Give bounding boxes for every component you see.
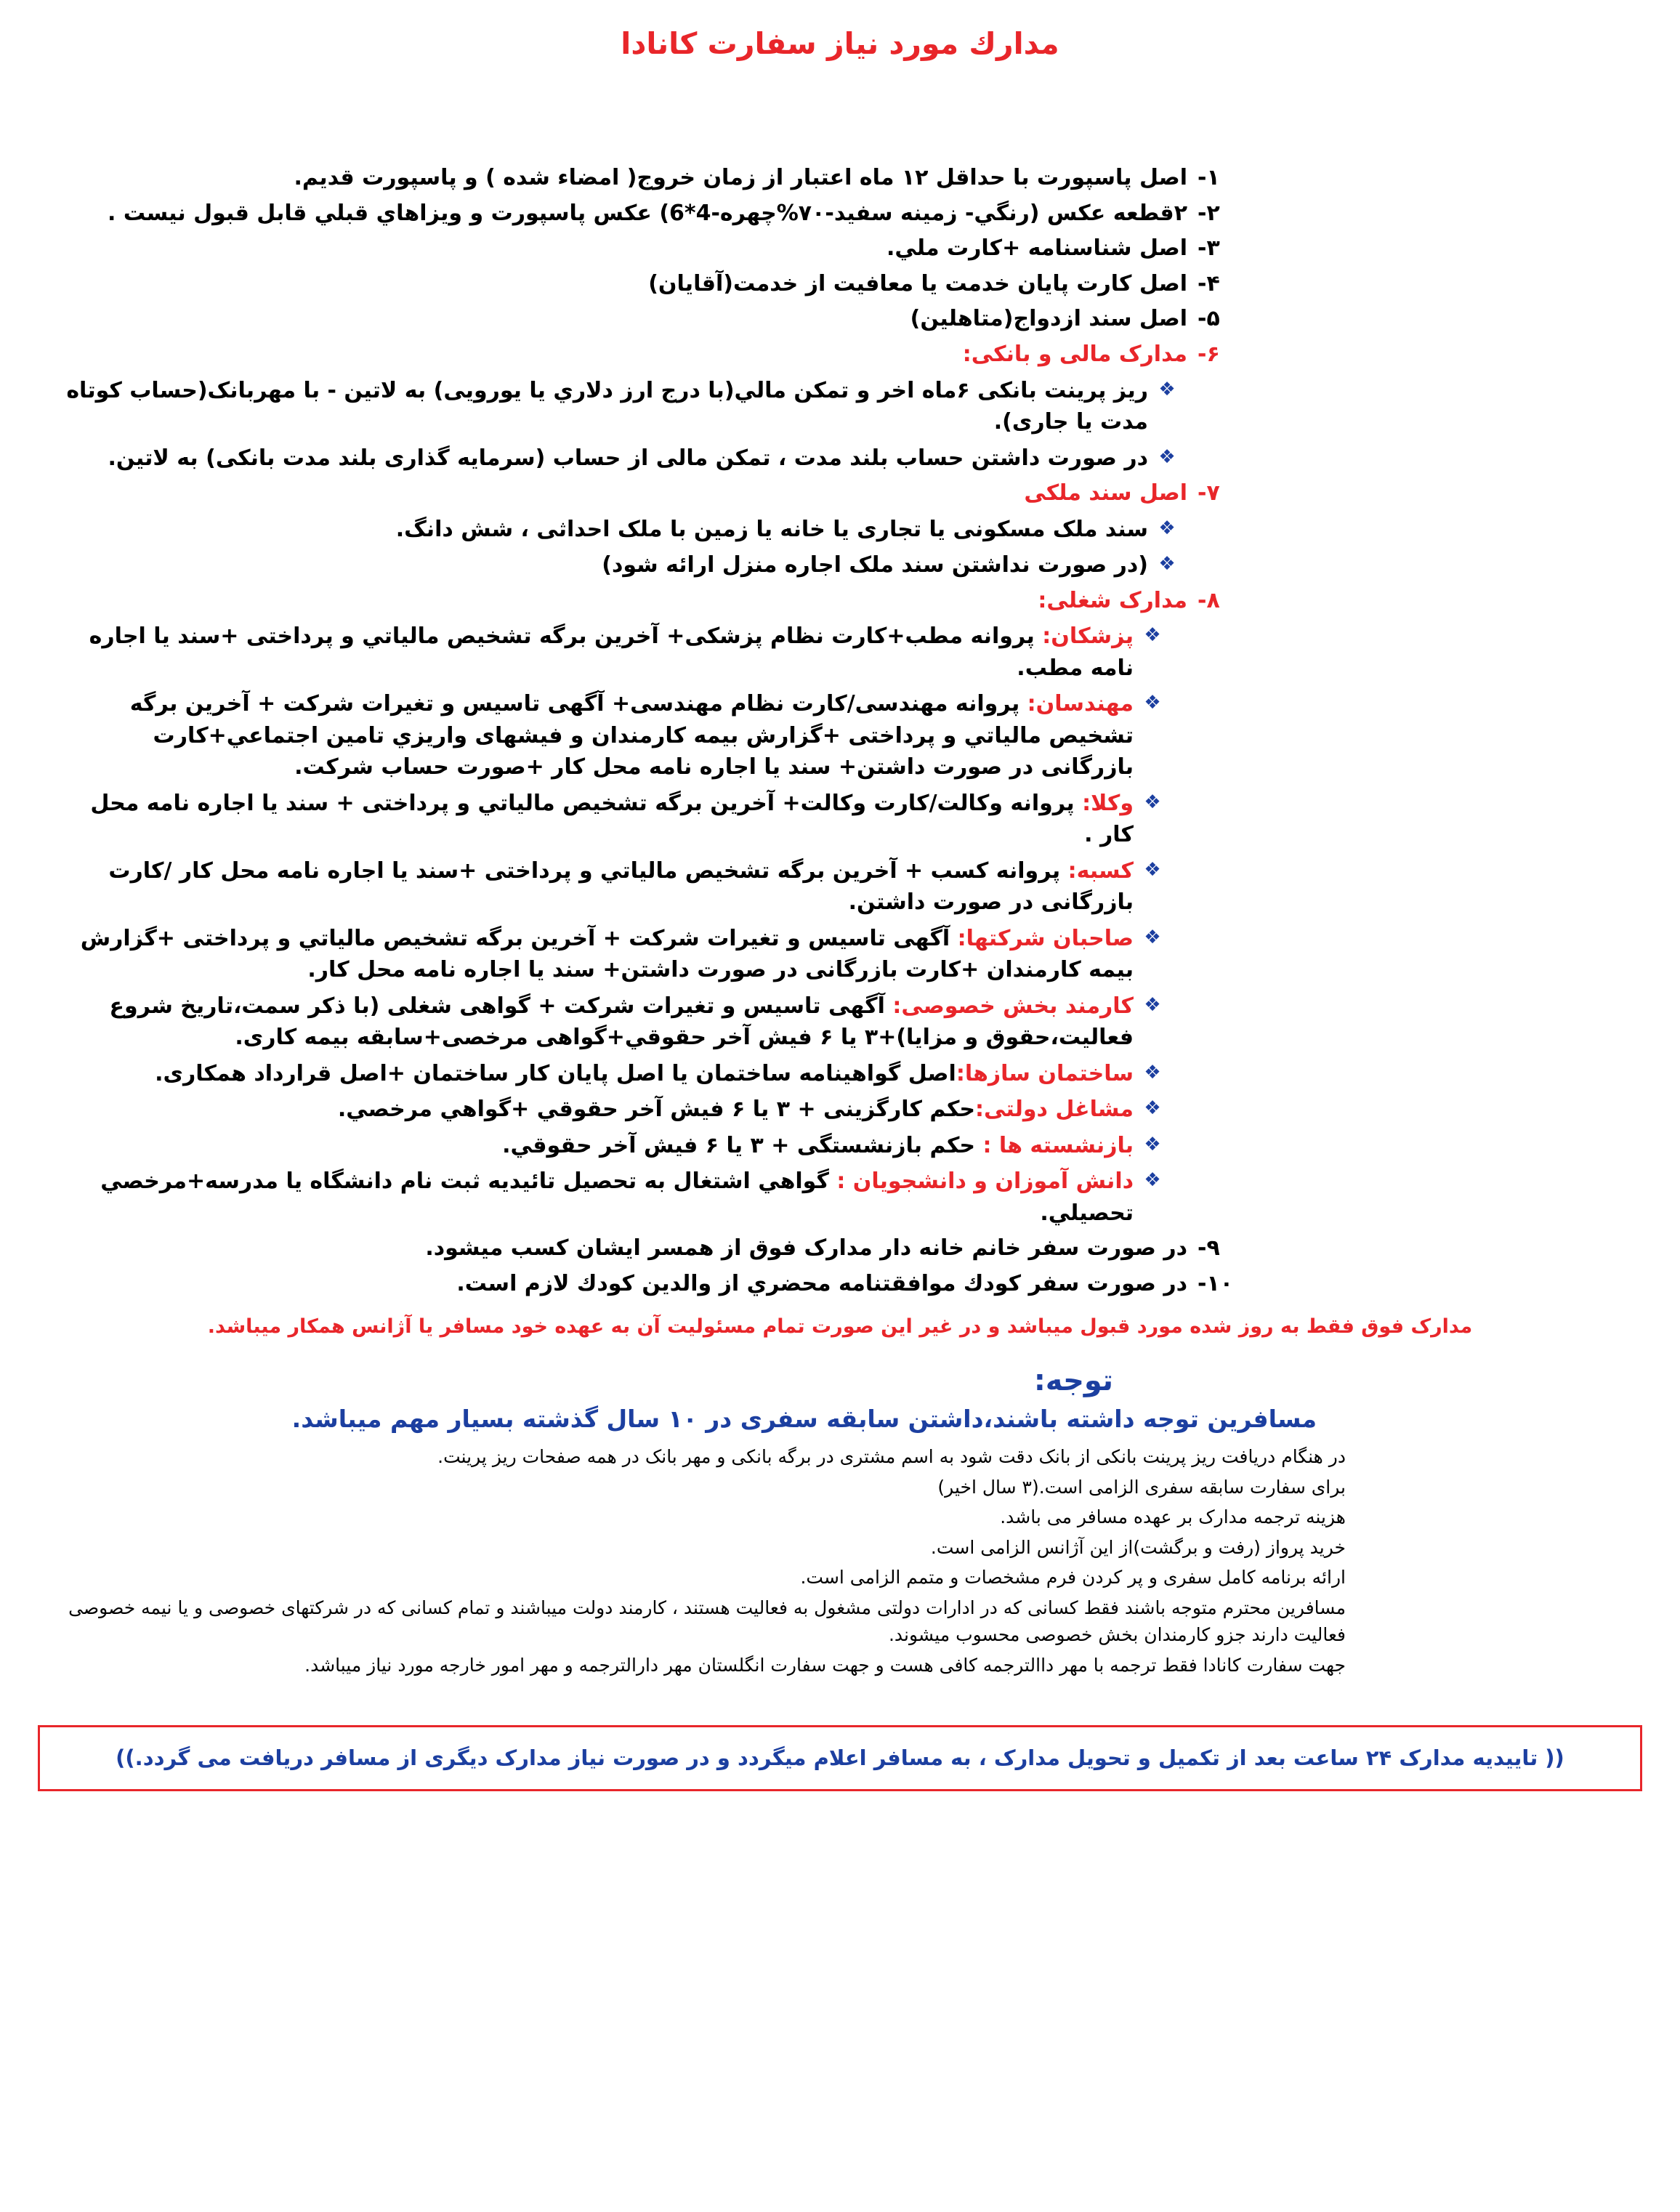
item-text: مدارک شغلی: [1038,587,1187,613]
list-item [58,304,1244,335]
item-marker: ١- [1198,165,1220,190]
item-marker: ٣- [1198,235,1220,262]
job-bullets [29,621,1651,1229]
list-item [58,233,1244,265]
list-item-private-employees [58,990,1171,1054]
item-text: مدارک مالی و بانکی: [962,341,1187,367]
note-line: ارائه برنامه کامل سفری و پر کردن فرم مشخصات و متمم الزامی است. [800,1567,1346,1589]
diamond-bullet-icon: ❖ [1158,378,1176,400]
list-item-merchants [58,855,1171,919]
item-marker: ۴- [1198,270,1220,296]
list-item [58,1233,1244,1264]
note-line: خرید پرواز (رفت و برگشت)از این آژانس الزامی است. [930,1536,1346,1558]
item-text [58,1166,1134,1229]
list-item [58,514,1186,546]
requirements-list-jobs [29,586,1651,617]
item-marker: ٨- [1198,587,1220,613]
item-lead: دانش آموزان و دانشجویان : [836,1168,1134,1195]
item-detail: آگهی تاسیس و تغیرات شرکت + گواهی شغلی (با ذکر سمت،تاریخ شروع فعالیت،حقوق و مزایا)+٣ یا ۶ فیش آخر حقوقي+گواهی مرخصی+سابقه بیمه کاری. [109,993,1134,1051]
requirements-list-main [29,163,1651,371]
requirements-list-property [29,478,1651,509]
diamond-bullet-icon: ❖ [1144,926,1161,948]
diamond-bullet-icon: ❖ [1144,692,1161,714]
warning-text: مدارک فوق فقط به روز شده مورد قبول میباشد و در غیر این صورت تمام مسئولیت آن به عهده خود مسافر یا آژانس همکار میباشد. [207,1315,1473,1339]
list-item-builders [58,1058,1171,1090]
list-item-engineers [58,688,1171,783]
diamond-bullet-icon: ❖ [1144,993,1161,1016]
list-item [58,269,1244,300]
list-item-company-owners [58,923,1171,986]
item-text [58,1094,1134,1126]
item-lead: وکلا: [1082,790,1134,816]
financial-bullets [29,375,1651,475]
numbered-list-tail [58,1233,1244,1299]
list-item [58,198,1244,230]
item-marker: ١٠- [1198,1270,1234,1296]
item-marker: ۶- [1198,341,1220,367]
attention-heading: توجه: [1033,1364,1113,1398]
item-marker: ٩- [1198,1235,1220,1262]
notes-block [29,1443,1651,1679]
item-detail: گواهي اشتغال به تحصیل تائیدیه ثبت نام دانشگاه یا مدرسه+مرخصي تحصیلي. [100,1168,1134,1226]
item-text [58,788,1134,851]
diamond-bullet-icon: ❖ [1158,553,1176,576]
numbered-list-item8 [58,586,1244,617]
list-item [58,375,1186,438]
attention-subheading: مسافرین توجه داشته باشند،داشتن سابقه سفری در ١٠ سال گذشته بسیار مهم میباشد. [291,1405,1317,1434]
item-lead: صاحبان شرکتها: [957,925,1134,951]
item-text: اصل شناسنامه +كارت ملي. [886,235,1187,262]
note-line: برای سفارت سابقه سفری الزامی است.(٣ سال اخیر) [937,1476,1346,1498]
item-detail: پروانه مطب+کارت نظام پزشکی+ آخرین برگه تشخیص مالياتي و پرداختی +سند یا اجاره نامه مطب. [89,623,1134,681]
bullet-list-property [58,514,1186,581]
item-marker: ۵- [1198,306,1220,332]
note-line: جهت سفارت کانادا فقط ترجمه با مهر داالترجمه کافی هست و جهت سفارت انگلستان مهر دارالترجمه و مهر امور خارجه مورد نیاز میباشد. [304,1654,1346,1676]
list-item [58,163,1244,194]
numbered-list-top [58,163,1244,371]
diamond-bullet-icon: ❖ [1144,1133,1161,1155]
item-text: در صورت سفر كودك موافقتنامه محضري از والدين كودك لازم است. [456,1270,1187,1296]
item-marker: ٧- [1198,480,1220,506]
list-item-government-jobs [58,1094,1171,1126]
note-line: مسافرین محترم متوجه باشند فقط کسانی که در ادارات دولتی مشغول به فعالیت هستند ، کارمند دولت میباشند و تمام کسانی که در شرکتهای خصوصی و یا نیمه خصوصی فعالیت دارند جزو کارمندان بخش خصوصی محسوب میشوند. [68,1597,1346,1646]
list-item-lawyers [58,788,1171,851]
item-lead: مهندسان: [1027,691,1134,717]
item-text: ریز پرینت بانکی ۶ماه اخر و تمکن مالي(با درج ارز دلاري یا یورویی) به لاتین - با مهربانک(حساب کوتاه مدت یا جاری). [66,377,1148,435]
property-bullets [29,514,1651,581]
item-text: (در صورت نداشتن سند ملک اجاره منزل ارائه شود) [602,552,1148,578]
item-text: اصل كارت پايان خدمت يا معافيت از خدمت(آقايان) [648,270,1187,296]
diamond-bullet-icon: ❖ [1144,1169,1161,1192]
bullet-list-jobs [58,621,1171,1229]
diamond-bullet-icon: ❖ [1144,1097,1161,1120]
list-item [58,1269,1244,1300]
diamond-bullet-icon: ❖ [1144,1061,1161,1083]
item-text [58,923,1134,986]
item-text [58,1058,1134,1090]
item-text [58,1130,1134,1162]
item-lead: بازنشسته ها : [982,1132,1134,1158]
item-lead: کارمند بخش خصوصی: [892,993,1134,1019]
diamond-bullet-icon: ❖ [1144,624,1161,647]
item-text: در صورت سفر خانم خانه دار مدارک فوق از همسر ایشان کسب میشود. [425,1235,1187,1262]
item-detail: پروانه وکالت/کارت وکالت+ آخرین برگه تشخیص مالياتي و پرداختی + سند یا اجاره نامه محل کار . [90,790,1134,848]
item-lead: کسبه: [1067,857,1134,884]
item-detail: پروانه مهندسی/کارت نظام مهندسی+ آگهی تاسیس و تغیرات شرکت + آخرین برگه تشخیص مالياتي و پرداختی +گزارش بیمه کارمندان و فیشهای واریزي تامین اجتماعي+کارت بازرگانی در صورت داشتن+ سند یا اجاره نامه محل کار +صورت حساب شرکت. [129,691,1134,780]
list-item-jobs [58,586,1244,617]
numbered-list-item7 [58,478,1244,509]
item-text [58,621,1134,684]
diamond-bullet-icon: ❖ [1144,791,1161,813]
diamond-bullet-icon: ❖ [1158,517,1176,539]
item-text [58,990,1134,1054]
diamond-bullet-icon: ❖ [1144,858,1161,881]
item-detail: اصل گواهینامه ساختمان یا اصل پایان کار ساختمان +اصل قرارداد همکاری. [155,1060,956,1086]
list-item-doctors [58,621,1171,684]
requirements-list-tail [29,1233,1651,1299]
item-text [58,855,1134,919]
diamond-bullet-icon: ❖ [1158,445,1176,468]
list-item-students [58,1166,1171,1229]
item-lead: مشاغل دولتی: [975,1097,1134,1123]
bullet-list-financial [58,375,1186,475]
title-spacer [29,61,1651,163]
item-marker: ٢- [1198,200,1220,226]
footer-notice-box [38,1725,1642,1791]
item-detail: حکم کارگزینی + ٣ یا ۶ فیش آخر حقوقي +گواهي مرخصي. [337,1097,976,1123]
item-text [58,688,1134,783]
item-text: اصل سند ملکی [1024,480,1187,506]
list-item-financial [58,339,1244,371]
note-line: هزینه ترجمه مدارک بر عهده مسافر می باشد. [1000,1506,1346,1528]
footer-notice-text: (( تاییدیه مدارک ٢۴ ساعت بعد از تکمیل و تحویل مدارک ، به مسافر اعلام میگردد و در صورت نیاز مدارک دیگری از مسافر دریافت می گردد.)) [116,1745,1564,1771]
item-detail: حکم بازنشستگی + ٣ یا ۶ فیش آخر حقوقي. [502,1132,983,1158]
note-line: در هنگام دریافت ریز پرینت بانکی از بانک دقت شود به اسم مشتری در برگه بانکی و مهر بانک در همه صفحات ریز پرینت. [437,1446,1346,1468]
item-text: سند ملک مسکونی یا تجاری یا خانه یا زمین با ملک احداثی ، شش دانگ. [395,516,1148,542]
page-title: مدارك مورد نياز سفارت كانادا [621,26,1059,61]
item-text: اصل سند ازدواج(متاهلين) [910,306,1187,332]
item-detail: آگهی تاسیس و تغیرات شرکت + آخرین برگه تشخیص مالياتي و پرداختی +گزارش بیمه کارمندان +کارت بازرگانی در صورت داشتن+ سند یا اجاره نامه محل کار. [80,925,1134,983]
item-text: در صورت داشتن حساب بلند مدت ، تمکن مالی از حساب (سرمایه گذاری بلند مدت بانکی) به لاتین. [108,445,1148,471]
item-lead: ساختمان سازها: [956,1060,1134,1086]
list-item [58,549,1186,581]
item-lead: پزشکان: [1042,623,1134,650]
item-detail: پروانه کسب + آخرین برگه تشخیص مالياتي و پرداختی +سند یا اجاره نامه محل کار /کارت بازرگانی در صورت داشتن. [108,857,1134,916]
item-text: ٢قطعه عکس (رنگي- زمينه سفيد-٧٠%چهره-4*6) عکس پاسپورت و ويزاهاي قبلي قابل قبول نيست . [108,200,1187,226]
item-text: اصل پاسپورت با حداقل ١٢ ماه اعتبار از زمان خروج( امضاء شده ) و پاسپورت قديم. [294,165,1187,190]
list-item [58,443,1186,475]
list-item-retired [58,1130,1171,1162]
list-item-property [58,478,1244,509]
